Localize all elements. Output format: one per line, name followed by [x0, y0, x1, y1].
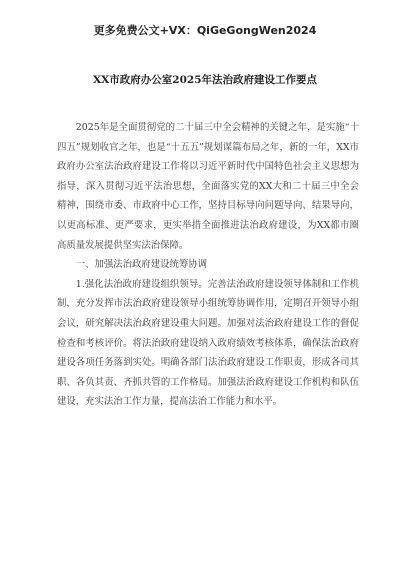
document-body	[57, 118, 359, 412]
intro-paragraph: 2025年是全面贯彻党的二十届三中全会精神的关键之年，是实施“十四五”规划收官之年，也是“十五五”规划谋篇布局之年，新的一年，XX市政府办公室法治政府建设工作将以习近平新时代中国特色社会主义思想为指导，深入贯彻习近平法治思想，全面落实党的XX大和二十届三中全会精神，围绕市委、市政府中心工作，坚持目标导向问题导向、结果导向，以更高标准、更严要求，更实举措全面推进法治政府建设，为XX都市圈高质量发展提供坚实法治保障。	[57, 122, 359, 251]
watermark-header: 更多免费公文+VX：QiGeGongWen2024	[93, 24, 317, 37]
section-paragraph: 1.强化法治政府建设组织领导。完善法治政府建设领导体制和工作机制，充分发挥市法治政府建设领导小组统筹协调作用，定期召开领导小组会议，研究解决法治政府建设重大问题。加强对法治政府建设工作的督促检查和考核评价。将法治政府建设纳入政府绩效考核体系，确保法治政府建设各项任务落到实处。明确各部门法治政府建设工作职责，形成各司其职、各负其责、齐抓共管的工作格局。加强法治政府建设工作机构和队伍建设，充实法治工作力量，提高法治工作能力和水平。	[57, 278, 359, 408]
section-heading: 一、加强法治政府建设统筹协调	[75, 259, 208, 271]
document-title: XX市政府办公室2025年法治政府建设工作要点	[92, 74, 318, 86]
